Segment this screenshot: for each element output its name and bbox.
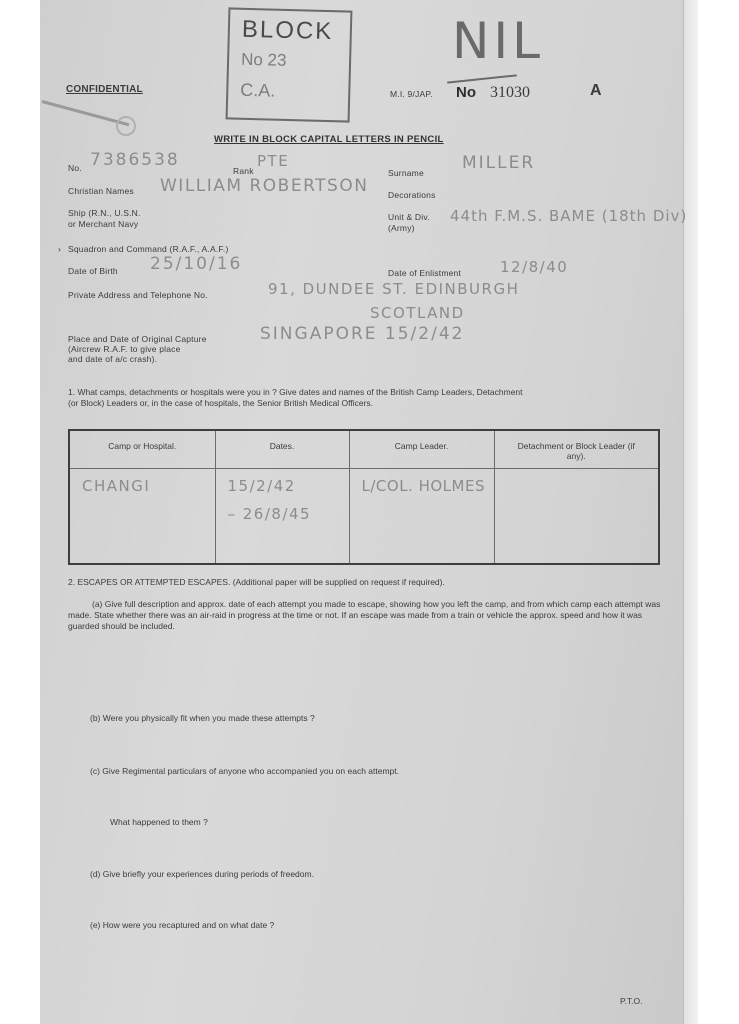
christian-names-value: WILLIAM ROBERTSON (160, 176, 369, 196)
capture-label-2: (Aircrew R.A.F. to give place (68, 344, 181, 354)
camp-value: CHANGI (82, 476, 151, 495)
surname-value: MILLER (462, 153, 536, 173)
service-number-value: 7386538 (90, 150, 180, 170)
surname-label: Surname (388, 168, 424, 178)
address-value: 91, DUNDEE ST. EDINBURGH (268, 280, 520, 298)
dob-value: 25/10/16 (150, 254, 243, 274)
stamp-initials: C.A. (240, 79, 276, 101)
rank-value: PTE (257, 152, 290, 170)
table-header-row (69, 430, 659, 468)
unit-value: 44th F.M.S. BAME (18th Div) (450, 207, 688, 225)
question-2c: (c) Give Regimental particulars of anyone who accompanied you on each attempt. (90, 766, 399, 776)
squadron-marker: › (58, 244, 62, 254)
question-1-continued: (or Block) Leaders or, in the case of hospitals, the Senior British Medical Officers. (68, 398, 374, 408)
question-2a: (a) Give full description and approx. date of each attempt you made to escape, showing how you left the camp, and from which camp each attempt was made. State whether there was an air-raid in progress at the time or not. If an escape was made from a train or vehicle the approx. speed and how it was guarded should be included. (68, 599, 661, 631)
instruction-heading: WRITE IN BLOCK CAPITAL LETTERS IN PENCIL (214, 134, 444, 145)
ship-label: Ship (R.N., U.S.N. (68, 208, 141, 218)
nil-annotation: NIL (452, 12, 545, 70)
unit-label: Unit & Div. (388, 212, 430, 222)
form-suffix: A (590, 82, 602, 99)
leader-value: L/COL. HOLMES (361, 476, 485, 495)
header-camp: Camp or Hospital. (69, 430, 215, 468)
cell-detachment (494, 468, 659, 564)
question-1: 1. What camps, detachments or hospitals were you in ? Give dates and names of the British Camp Leaders, Detachment (68, 387, 523, 397)
question-2b: (b) Were you physically fit when you made these attempts ? (90, 713, 315, 723)
enlistment-value: 12/8/40 (500, 258, 569, 276)
dates-value-2: – 26/8/45 (227, 504, 312, 523)
question-2c-followup: What happened to them ? (110, 817, 208, 827)
dob-label: Date of Birth (68, 266, 118, 276)
stamp-number: No 23 (240, 49, 287, 70)
dates-value-1: 15/2/42 (227, 476, 296, 495)
question-2e: (e) How were you recaptured and on what date ? (90, 920, 275, 930)
ship-label-2: or Merchant Navy (68, 219, 139, 229)
cell-camp (69, 468, 215, 564)
section-2-title: 2. ESCAPES OR ATTEMPTED ESCAPES. (Additional paper will be supplied on request if required). (68, 577, 445, 587)
pto-label: P.T.O. (620, 996, 643, 1006)
paper-clip-ring (116, 116, 136, 136)
header-camp-leader: Camp Leader. (349, 430, 494, 468)
header-detachment: Detachment or Block Leader (if any). (494, 430, 659, 468)
header-dates: Dates. (215, 430, 349, 468)
address-value-2: SCOTLAND (370, 304, 465, 322)
camps-table (68, 429, 660, 565)
stamp-title: BLOCK (241, 15, 334, 46)
enlistment-label: Date of Enlistment (388, 268, 462, 278)
form-number: 31030 (490, 84, 530, 101)
confidential-label: CONFIDENTIAL (66, 84, 143, 95)
squadron-label: Squadron and Command (R.A.F., A.A.F.) (68, 244, 229, 254)
question-2d: (d) Give briefly your experiences during periods of freedom. (90, 869, 314, 879)
cell-dates (215, 468, 349, 564)
cell-leader (349, 468, 494, 564)
unit-label-2: (Army) (388, 223, 415, 233)
address-label: Private Address and Telephone No. (68, 290, 208, 300)
capture-value: SINGAPORE 15/2/42 (260, 324, 465, 344)
paper-edge (683, 0, 698, 1024)
table-row (69, 468, 659, 564)
no-label: No. (68, 163, 82, 173)
decorations-label: Decorations (388, 190, 436, 200)
capture-label-3: and date of a/c crash). (68, 354, 158, 364)
number-prefix: No (456, 84, 476, 101)
rank-label: Rank (233, 166, 254, 176)
capture-label: Place and Date of Original Capture (68, 334, 207, 344)
block-stamp (226, 7, 353, 122)
christian-names-label: Christian Names (68, 186, 134, 196)
form-reference: M.I. 9/JAP. (390, 89, 433, 99)
